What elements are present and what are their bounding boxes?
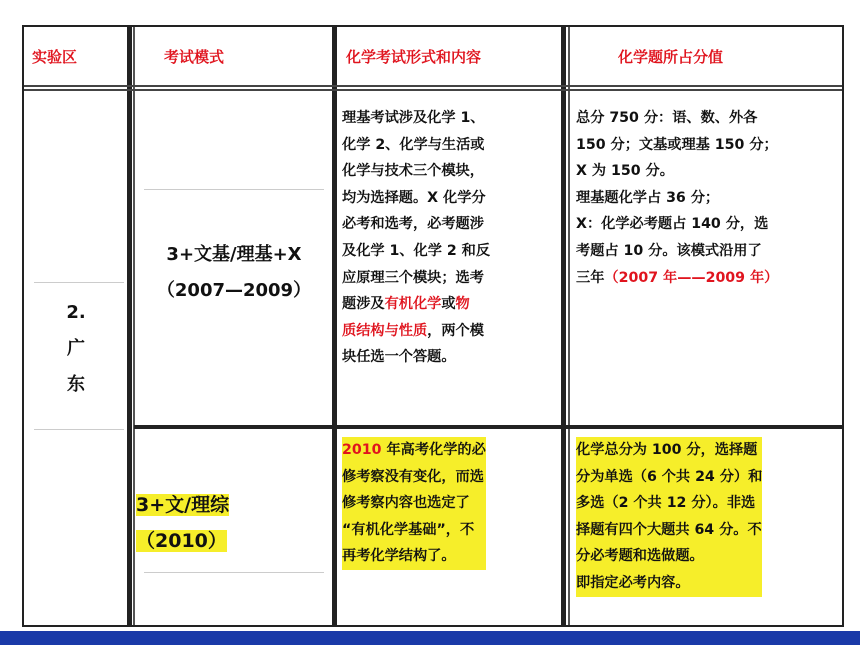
content-line: 理基考试涉及化学 1、 — [342, 110, 485, 126]
score-line: 150 分；文基或理基 150 分； — [576, 136, 778, 153]
content-highlight-red: 有机化学 — [384, 296, 442, 313]
content-line: 再考化学结构了。 — [342, 548, 456, 565]
score-2007-2009 — [576, 105, 778, 291]
score-line: 考题占 10 分。该模式沿用了 — [576, 242, 762, 259]
score-line: 理基题化学占 36 分； — [576, 189, 720, 206]
score-text: 三年 — [576, 269, 605, 286]
content-line: 化学与技术三个模块， — [342, 163, 484, 180]
mode-2007-2009 — [139, 237, 329, 309]
score-2010 — [576, 437, 762, 597]
region-number: 2. — [66, 302, 86, 323]
mode-name: 3+文基/理基+X — [166, 244, 302, 265]
content-text: 年高考化学的必 — [381, 442, 486, 458]
inner-rule — [144, 189, 324, 190]
content-highlight-red: 物 — [455, 296, 470, 313]
bottom-bar — [0, 631, 860, 645]
score-line: 分必考题和选做题。 — [576, 548, 704, 565]
score-line: 总分 750 分：语、数、外各 — [576, 110, 758, 126]
score-line: 即指定必考内容。 — [576, 574, 690, 591]
content-line: 化学 2、化学与生活或 — [342, 136, 485, 153]
content-year-red: 2010 — [342, 442, 382, 458]
header-divider — [24, 85, 842, 87]
header-mode: 考试模式 — [164, 47, 225, 66]
inner-rule — [34, 282, 124, 283]
score-line: X：化学必考题占 140 分，选 — [576, 216, 769, 233]
score-line: 多选（2 个共 12 分）。非选 — [576, 495, 756, 512]
region-char: 东 — [67, 374, 85, 395]
mode-years: （2007—2009） — [156, 280, 312, 301]
content-text: 题涉及 — [342, 296, 385, 313]
row-divider — [134, 425, 842, 429]
exam-table — [22, 25, 844, 627]
mode-years: （2010） — [136, 530, 227, 552]
content-2007-2009 — [342, 105, 490, 371]
content-line: 块任选一个答题。 — [342, 349, 456, 366]
score-line: X 为 150 分。 — [576, 163, 674, 180]
col-divider — [561, 27, 566, 625]
header-content: 化学考试形式和内容 — [346, 47, 482, 66]
content-line: 及化学 1、化学 2 和反 — [342, 242, 491, 259]
content-highlight-red: 质结构与性质 — [342, 322, 428, 339]
col-divider — [568, 27, 570, 625]
content-line: 修考察内容也选定了 — [342, 495, 470, 512]
content-line: 均为选择题。X 化学分 — [342, 189, 486, 206]
col-divider — [127, 27, 132, 625]
score-years-red: （2007 年——2009 年） — [604, 269, 779, 286]
content-line: 应原理三个模块；选考 — [342, 269, 484, 286]
content-line: 修考察没有变化，而选 — [342, 468, 484, 485]
content-text: 或 — [441, 296, 456, 313]
col-divider — [332, 27, 337, 625]
score-line: 择题有四个大题共 64 分。不 — [576, 521, 762, 538]
header-divider — [24, 89, 842, 91]
mode-name: 3+文/理综 — [136, 494, 230, 516]
header-score: 化学题所占分值 — [618, 47, 724, 66]
mode-2010 — [136, 487, 286, 559]
region-label — [46, 295, 106, 403]
inner-rule — [144, 572, 324, 573]
content-line: 必考和选考，必考题涉 — [342, 216, 484, 233]
content-2010 — [342, 437, 486, 570]
content-text: ，两个模 — [427, 322, 484, 339]
score-line: 化学总分为 100 分，选择题 — [576, 442, 758, 458]
header-region: 实验区 — [32, 47, 78, 66]
score-line: 分为单选（6 个共 24 分）和 — [576, 468, 763, 485]
col-divider — [133, 27, 135, 625]
region-char: 广 — [67, 338, 85, 359]
content-line: “有机化学基础”，不 — [342, 521, 475, 538]
inner-rule — [34, 429, 124, 430]
